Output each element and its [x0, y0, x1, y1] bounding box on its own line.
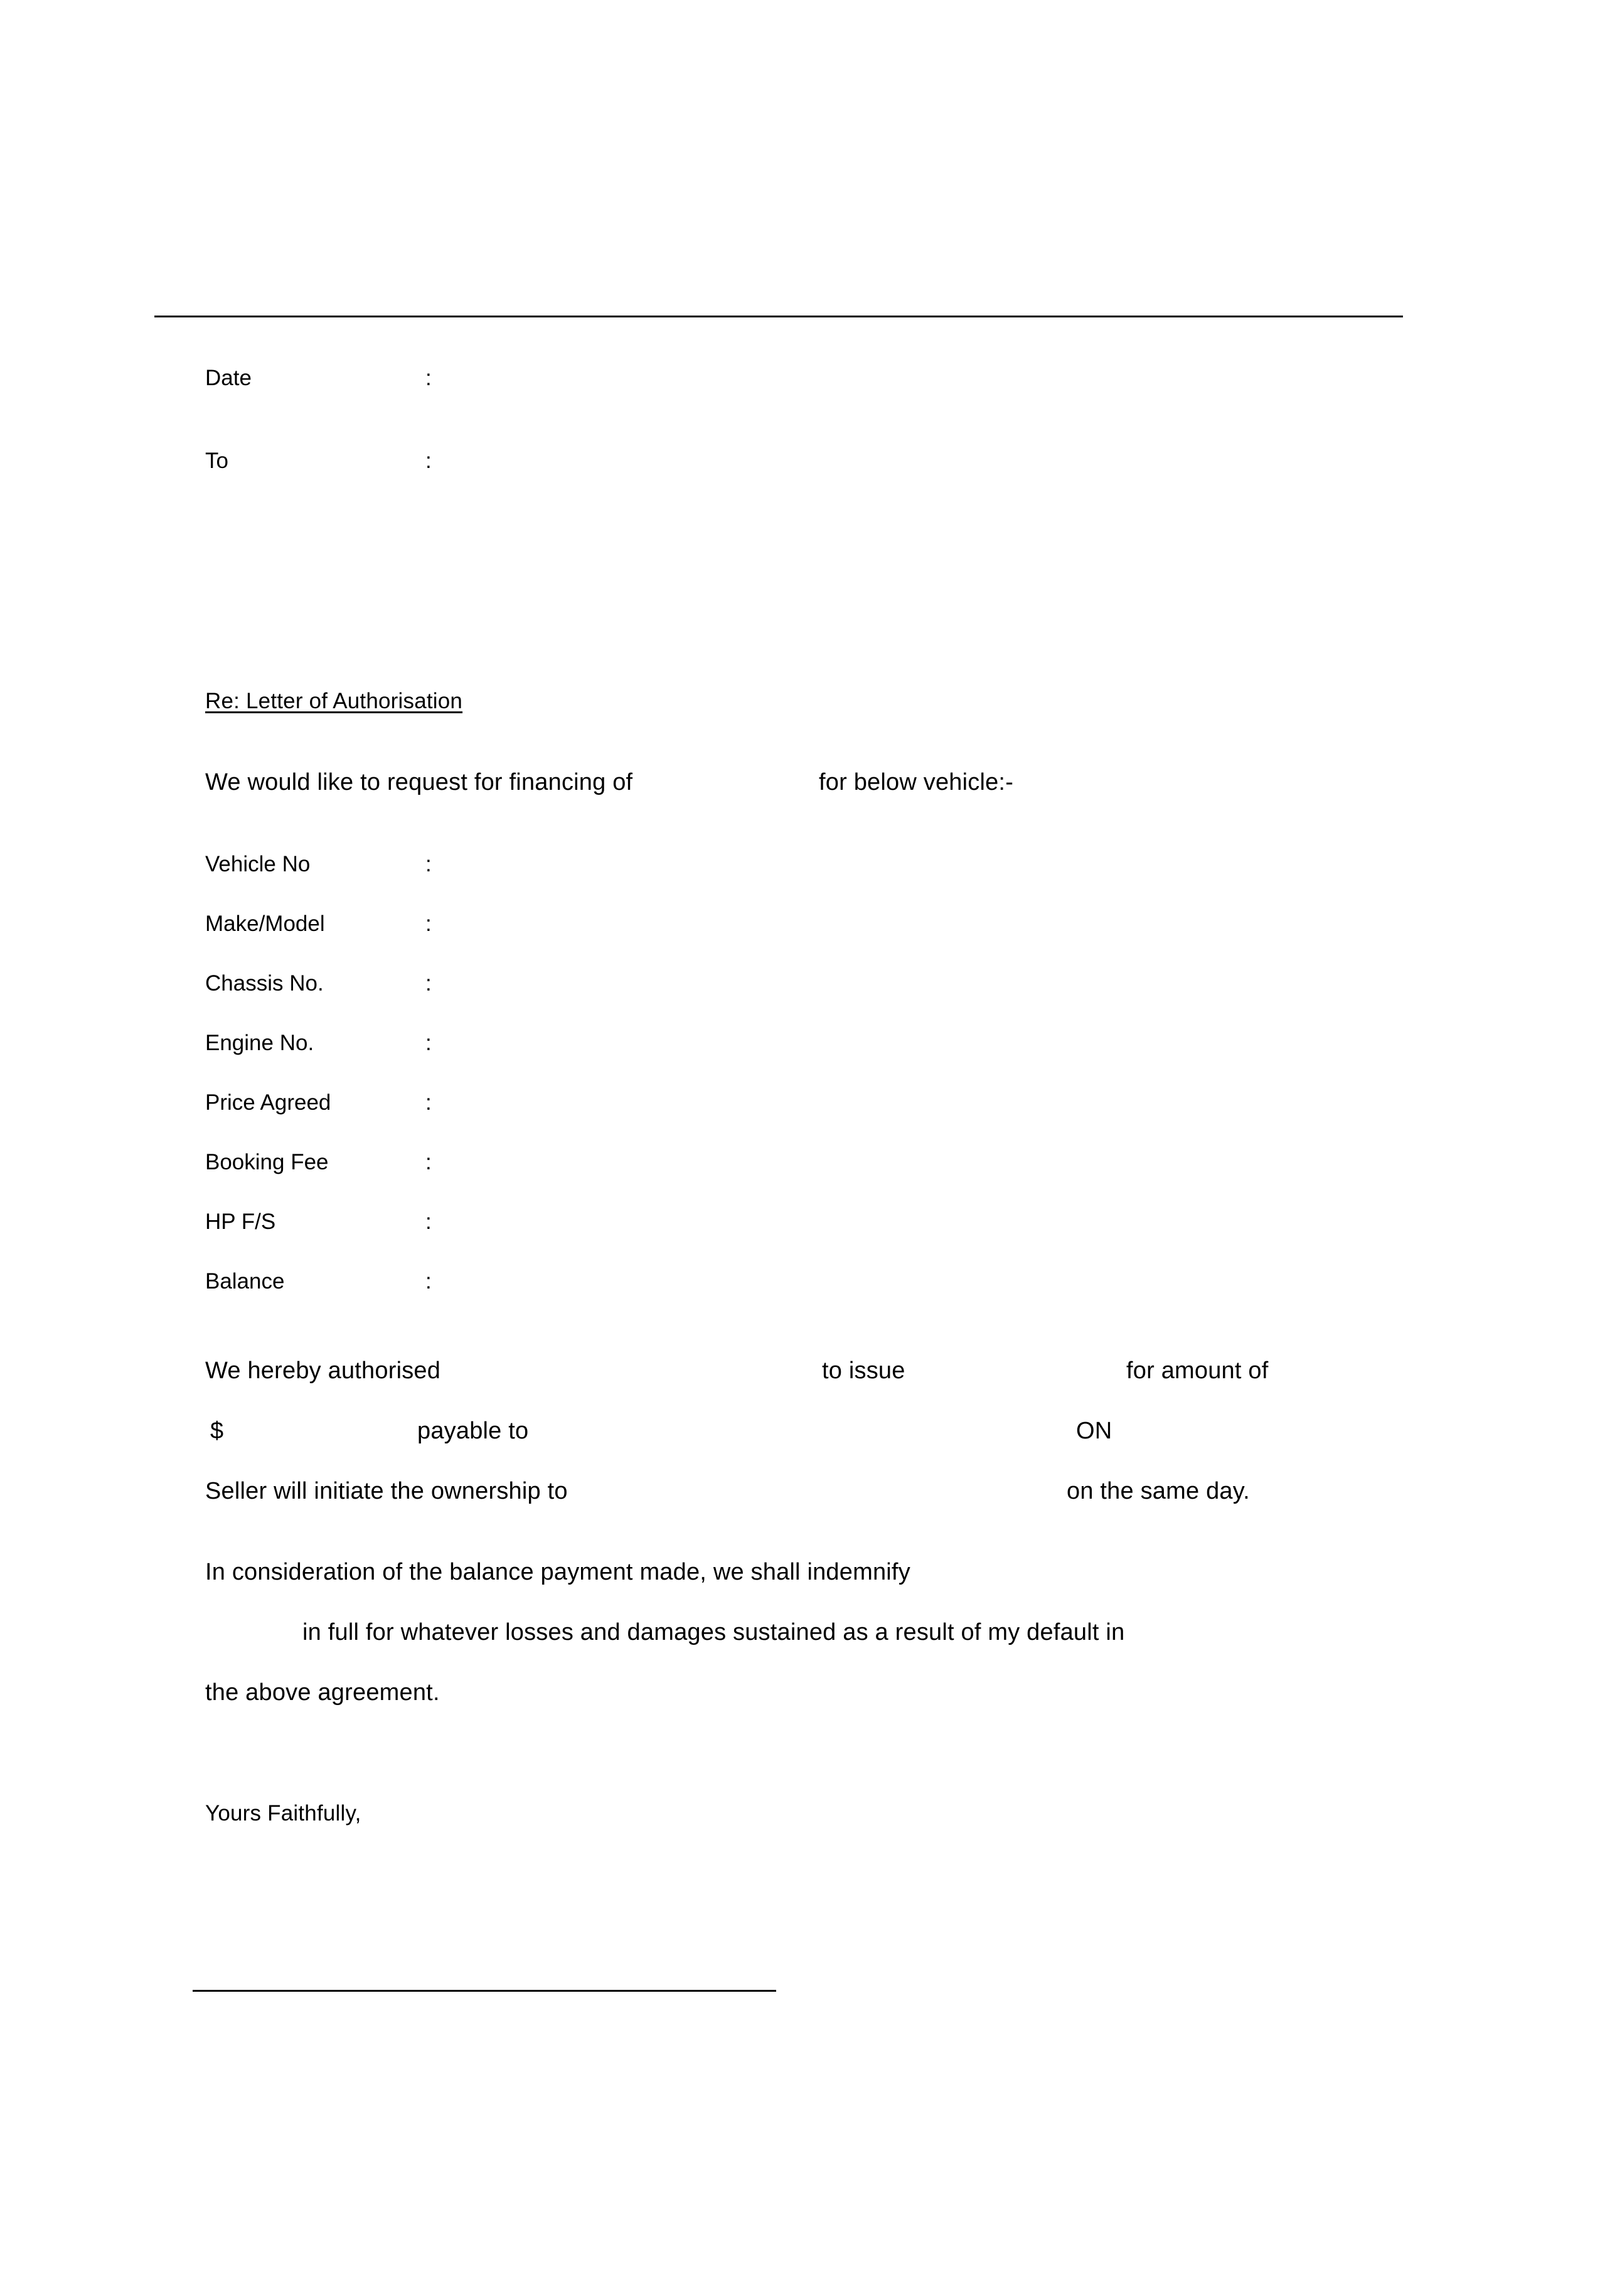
subject-line: Re: Letter of Authorisation — [205, 689, 463, 713]
to-label: To — [205, 449, 228, 473]
field-colon-engine-no: : — [425, 1031, 432, 1055]
field-colon-chassis-no: : — [425, 971, 432, 996]
request-line-part1: We would like to request for financing of — [205, 769, 633, 795]
field-label-balance: Balance — [205, 1269, 285, 1294]
field-label-booking-fee: Booking Fee — [205, 1150, 329, 1174]
field-colon-price-agreed: : — [425, 1090, 432, 1115]
to-colon: : — [425, 449, 432, 473]
field-label-vehicle-no: Vehicle No — [205, 852, 311, 876]
auth-line3-part-b: on the same day. — [1067, 1478, 1250, 1504]
auth-line1-part-c: for amount of — [1126, 1358, 1269, 1384]
field-colon-make-model: : — [425, 911, 432, 936]
closing-salutation: Yours Faithfully, — [205, 1801, 361, 1826]
signature-line — [193, 1990, 776, 1992]
auth-line2-currency: $ — [210, 1418, 224, 1444]
field-label-make-model: Make/Model — [205, 911, 325, 936]
field-label-engine-no: Engine No. — [205, 1031, 314, 1055]
field-colon-balance: : — [425, 1269, 432, 1294]
auth-line1-part-a: We hereby authorised — [205, 1358, 441, 1384]
field-label-chassis-no: Chassis No. — [205, 971, 324, 996]
field-colon-vehicle-no: : — [425, 852, 432, 876]
field-colon-hp-fs: : — [425, 1209, 432, 1234]
indemnify-line2: in full for whatever losses and damages sustained as a result of my default in — [302, 1619, 1125, 1645]
date-label: Date — [205, 366, 252, 390]
auth-line2-on: ON — [1076, 1418, 1112, 1444]
field-label-price-agreed: Price Agreed — [205, 1090, 331, 1115]
date-colon: : — [425, 366, 432, 390]
header-divider — [154, 316, 1403, 317]
request-line-part2: for below vehicle:- — [819, 769, 1014, 795]
indemnify-line1: In consideration of the balance payment made, we shall indemnify — [205, 1559, 910, 1585]
auth-line3-part-a: Seller will initiate the ownership to — [205, 1478, 568, 1504]
field-label-hp-fs: HP F/S — [205, 1209, 276, 1234]
field-colon-booking-fee: : — [425, 1150, 432, 1174]
auth-line2-payable-to: payable to — [417, 1418, 529, 1444]
indemnify-line3: the above agreement. — [205, 1679, 440, 1706]
auth-line1-part-b: to issue — [822, 1358, 905, 1384]
